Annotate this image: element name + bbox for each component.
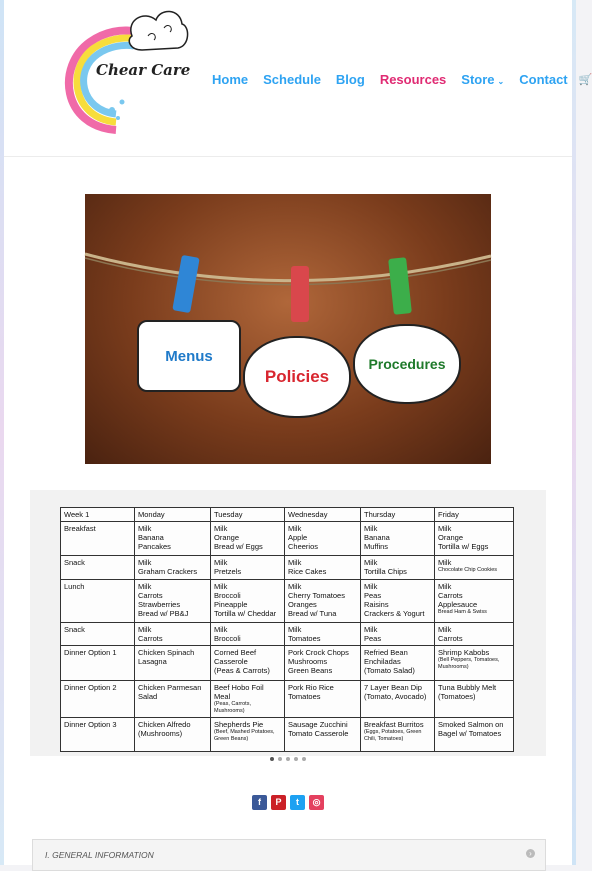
hero-image: [85, 194, 491, 464]
menu-cell: [361, 646, 435, 681]
menu-item-line: Green Beans: [288, 666, 333, 675]
menu-cell: [135, 580, 211, 623]
menu-item-line: Milk: [438, 524, 452, 533]
instagram-icon[interactable]: ◎: [309, 795, 324, 810]
menu-cell: [211, 681, 285, 718]
menu-item-line: Bread w/ Tuna: [288, 609, 337, 618]
nav-store[interactable]: [461, 72, 504, 87]
header-cell: Friday: [435, 508, 514, 522]
menu-item-line: (Eggs, Potatoes, Green Chili, Tomatoes): [364, 729, 422, 742]
table-row: [61, 718, 514, 752]
menu-item-line: Chicken Alfredo: [138, 720, 191, 729]
menu-item-line: Mushrooms: [288, 657, 328, 666]
menu-cell: [135, 681, 211, 718]
menu-item-line: (Peas & Carrots): [214, 666, 270, 675]
menu-item-line: Milk: [438, 582, 452, 591]
menu-cell: [435, 718, 514, 752]
menu-item-line: Bagel w/ Tomatoes: [438, 729, 502, 738]
menu-item-line: Milk: [214, 582, 228, 591]
menu-item-line: Pretzels: [214, 567, 242, 576]
menu-item-line: Rice Cakes: [288, 567, 327, 576]
menu-item-line: Tomatoes: [288, 692, 321, 701]
menu-item-line: Sausage Zucchini: [288, 720, 348, 729]
brand-name: Chear Care: [96, 61, 191, 79]
meal-label-cell: Dinner Option 1: [61, 646, 135, 681]
menu-item-line: Beef Hobo Foil Meal: [214, 683, 264, 701]
menu-item-line: Milk: [364, 625, 378, 634]
menu-cell: [135, 718, 211, 752]
menu-item-line: Milk: [214, 524, 228, 533]
menu-item-line: Milk: [288, 558, 302, 567]
menu-item-line: Peas: [364, 591, 382, 600]
menu-item-line: Milk: [288, 524, 302, 533]
meal-label-cell: Dinner Option 2: [61, 681, 135, 718]
site-header: [4, 0, 592, 157]
menu-cell: [361, 522, 435, 556]
menu-item-line: Milk: [138, 582, 152, 591]
menu-item-line: Tortilla w/ Cheddar: [214, 609, 277, 618]
menu-cell: [211, 623, 285, 646]
pinterest-icon[interactable]: P: [271, 795, 286, 810]
menu-cell: [211, 522, 285, 556]
menu-item-line: Broccoli: [214, 634, 241, 643]
menu-item-line: Chicken Spinach: [138, 648, 195, 657]
slider-dot[interactable]: [294, 757, 298, 761]
nav-store-label: Store: [461, 71, 495, 87]
menu-item-line: Bread w/ PB&J: [138, 609, 189, 618]
header-cell: Thursday: [361, 508, 435, 522]
meal-label-cell: Dinner Option 3: [61, 718, 135, 752]
meal-label-cell: Snack: [61, 556, 135, 580]
menu-item-line: Pancakes: [138, 542, 171, 551]
menu-cell: [285, 556, 361, 580]
menu-item-line: Milk: [364, 524, 378, 533]
header-cell: Wednesday: [285, 508, 361, 522]
menu-cell: [435, 522, 514, 556]
menu-item-line: Milk: [364, 558, 378, 567]
menu-item-line: Lasagna: [138, 657, 167, 666]
procedures-label: Procedures: [368, 356, 446, 372]
menu-item-line: Carrots: [138, 591, 163, 600]
menu-item-line: (Bell Peppers, Tomatoes, Mushrooms): [438, 657, 500, 670]
menu-item-line: Apple: [288, 533, 308, 542]
menu-item-line: Casserole: [214, 657, 248, 666]
slider-dot[interactable]: [286, 757, 290, 761]
cart-icon[interactable]: 🛒: [578, 73, 592, 86]
menu-cell: [285, 623, 361, 646]
menu-item-line: Bread Ham & Swiss: [438, 609, 487, 615]
header-cell: Tuesday: [211, 508, 285, 522]
menus-bubble: [137, 320, 241, 392]
menu-cell: [285, 718, 361, 752]
menus-label: Menus: [165, 347, 213, 365]
menu-cell: [361, 580, 435, 623]
menu-item-line: Milk: [138, 625, 152, 634]
menu-item-line: Carrots: [438, 634, 463, 643]
menu-cell: [135, 623, 211, 646]
facebook-icon[interactable]: f: [252, 795, 267, 810]
accordion-title: I. GENERAL INFORMATION: [45, 850, 154, 860]
menu-slider: [30, 490, 546, 756]
menu-cell: [435, 623, 514, 646]
menu-cell: [211, 646, 285, 681]
menu-cell: [435, 646, 514, 681]
nav-contact[interactable]: Contact: [519, 71, 568, 87]
twitter-icon[interactable]: t: [290, 795, 305, 810]
menu-item-line: Milk: [438, 558, 452, 567]
menu-cell: [285, 522, 361, 556]
menu-item-line: Chocolate Chip Cookies: [438, 567, 498, 573]
menu-cell: [361, 623, 435, 646]
menu-item-line: Muffins: [364, 542, 389, 551]
menu-item-line: Tomato Casserole: [288, 729, 349, 738]
menu-cell: [211, 580, 285, 623]
slider-dot[interactable]: [302, 757, 306, 761]
menu-cell: [435, 681, 514, 718]
menu-cell: [211, 556, 285, 580]
menu-cell: [361, 556, 435, 580]
menu-item-line: Graham Crackers: [138, 567, 198, 576]
menu-cell: [285, 580, 361, 623]
menu-cell: [435, 556, 514, 580]
menu-table-body: [61, 522, 514, 752]
table-row: [61, 556, 514, 580]
main-nav: [212, 69, 592, 89]
procedures-bubble: [353, 324, 461, 404]
menu-item-line: Strawberries: [138, 600, 181, 609]
menu-item-line: Carrots: [438, 591, 463, 600]
menu-item-line: Broccoli: [214, 591, 241, 600]
social-icons: [4, 795, 572, 813]
table-row: [61, 681, 514, 718]
slider-dot[interactable]: [278, 757, 282, 761]
slider-dots: [30, 748, 546, 766]
policies-bubble: [243, 336, 351, 418]
table-row: [61, 522, 514, 556]
menu-item-line: Salad: [138, 692, 158, 701]
menu-item-line: (Beef, Mashed Potatoes, Green Beans): [214, 729, 275, 742]
menu-item-line: Tomatoes: [288, 634, 321, 643]
header-cell: Week 1: [61, 508, 135, 522]
table-row: [61, 646, 514, 681]
nav-schedule[interactable]: Schedule: [263, 71, 321, 87]
menu-item-line: Chicken Parmesan: [138, 683, 202, 692]
menu-item-line: Tortilla w/ Eggs: [438, 542, 489, 551]
meal-label-cell: Snack: [61, 623, 135, 646]
table-header-row: [61, 508, 514, 522]
chevron-down-icon: ⌄: [497, 76, 505, 86]
menu-item-line: Pork Crock Chops: [288, 648, 349, 657]
table-row: [61, 623, 514, 646]
menu-item-line: (Tomatoes): [438, 692, 476, 701]
menu-item-line: Shepherds Pie: [214, 720, 264, 729]
menu-item-line: (Mushrooms): [138, 729, 183, 738]
meal-label-cell: Breakfast: [61, 522, 135, 556]
slider-dot[interactable]: [270, 757, 274, 761]
menu-item-line: Pork Rio Rice: [288, 683, 334, 692]
menu-item-line: Applesauce: [438, 600, 478, 609]
menu-item-line: Breakfast Burritos: [364, 720, 424, 729]
weekly-menu-table: [60, 507, 514, 752]
menu-item-line: Bread w/ Eggs: [214, 542, 263, 551]
menu-item-line: Banana: [364, 533, 390, 542]
page: [4, 0, 592, 865]
menu-item-line: Orange: [438, 533, 464, 542]
menu-cell: [361, 718, 435, 752]
table-row: [61, 580, 514, 623]
menu-item-line: Raisins: [364, 600, 389, 609]
policies-label: Policies: [264, 367, 330, 386]
menu-item-line: Orange: [214, 533, 240, 542]
menu-item-line: Refried Bean: [364, 648, 408, 657]
nav-blog[interactable]: Blog: [335, 71, 365, 87]
header-cell: Monday: [135, 508, 211, 522]
menu-item-line: Oranges: [288, 600, 317, 609]
general-information-accordion[interactable]: [32, 839, 546, 871]
menu-cell: [285, 646, 361, 681]
menu-item-line: Tortilla Chips: [364, 567, 407, 576]
menu-item-line: Banana: [138, 533, 164, 542]
menu-item-line: Crackers & Yogurt: [364, 609, 425, 618]
menu-item-line: (Peas, Carrots, Mushrooms): [214, 701, 251, 714]
menu-item-line: Peas: [364, 634, 382, 643]
menu-item-line: Shrimp Kabobs: [438, 648, 490, 657]
menu-item-line: 7 Layer Bean Dip: [364, 683, 422, 692]
right-background-strip: [572, 0, 576, 865]
meal-label-cell: Lunch: [61, 580, 135, 623]
menu-item-line: Milk: [438, 625, 452, 634]
menu-item-line: Milk: [364, 582, 378, 591]
menu-item-line: Cheerios: [288, 542, 319, 551]
menu-item-line: Corned Beef: [214, 648, 257, 657]
menu-item-line: Tuna Bubbly Melt: [438, 683, 497, 692]
menu-cell: [211, 718, 285, 752]
menu-cell: [361, 681, 435, 718]
menu-cell: [135, 646, 211, 681]
menu-item-line: Milk: [288, 625, 302, 634]
menu-cell: [135, 522, 211, 556]
menu-cell: [285, 681, 361, 718]
menu-cell: [435, 580, 514, 623]
menu-item-line: Milk: [138, 524, 152, 533]
menu-item-line: Enchiladas: [364, 657, 401, 666]
menu-item-line: (Tomato, Avocado): [364, 692, 427, 701]
menu-item-line: Carrots: [138, 634, 163, 643]
menu-item-line: Milk: [214, 558, 228, 567]
menu-cell: [135, 556, 211, 580]
red-clothespin: [291, 266, 309, 322]
nav-home[interactable]: Home: [212, 71, 249, 87]
menu-item-line: Cherry Tomatoes: [288, 591, 345, 600]
menu-item-line: Smoked Salmon on: [438, 720, 504, 729]
menu-item-line: Milk: [214, 625, 228, 634]
menu-item-line: (Tomato Salad): [364, 666, 415, 675]
nav-resources[interactable]: Resources: [379, 71, 447, 87]
menu-item-line: Milk: [138, 558, 152, 567]
menu-item-line: Milk: [288, 582, 302, 591]
expand-icon[interactable]: ›: [526, 849, 535, 858]
menu-item-line: Pineapple: [214, 600, 248, 609]
